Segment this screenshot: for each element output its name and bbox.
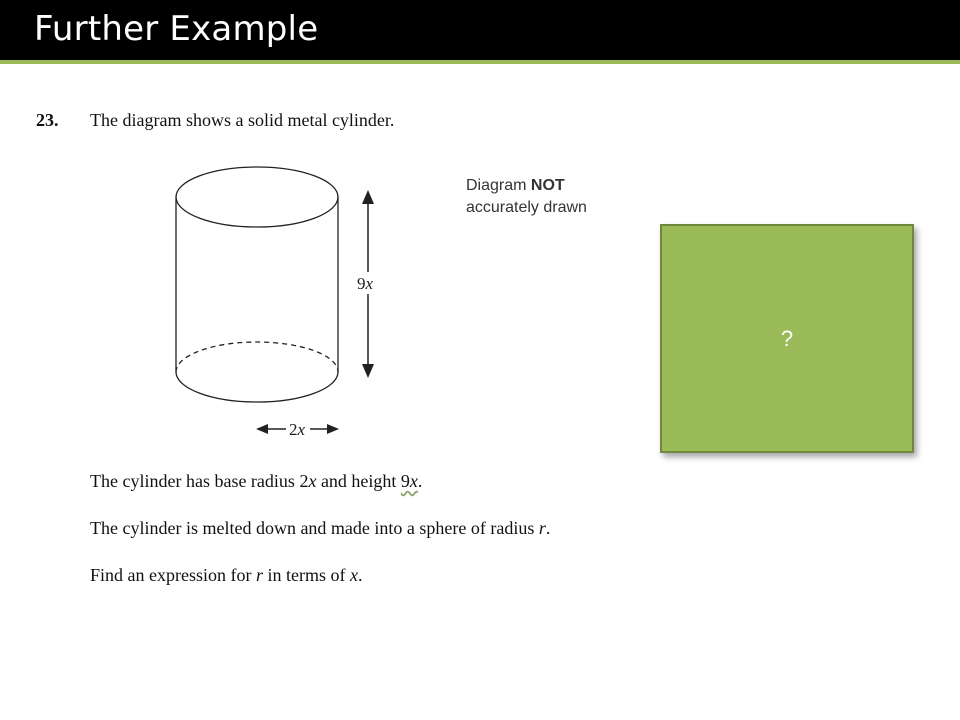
title-accent-line	[0, 60, 960, 64]
cylinder-bottom-back-dashed	[176, 342, 338, 372]
radius-arrow-head-left	[256, 424, 268, 434]
height-arrow-head-top	[362, 190, 374, 204]
question-line-3: Find an expression for r in terms of x.	[90, 565, 363, 585]
diagram-note	[466, 175, 587, 219]
answer-reveal-box[interactable]	[660, 224, 914, 453]
diagram-note-line1: Diagram NOT	[466, 177, 565, 194]
height-label: 9x	[357, 274, 374, 293]
cylinder-diagram	[150, 150, 470, 450]
question-line-1: The cylinder has base radius 2x and height 9x.	[90, 471, 423, 491]
cylinder-bottom-front	[176, 372, 338, 402]
answer-placeholder: ?	[780, 325, 794, 351]
radius-label: 2x	[289, 420, 306, 439]
question-number: 23.	[36, 110, 59, 130]
question-intro: The diagram shows a solid metal cylinder.	[90, 110, 395, 130]
height-arrow-head-bottom	[362, 364, 374, 378]
title-bar	[0, 0, 960, 60]
radius-arrow-head-right	[327, 424, 339, 434]
slide-title: Further Example	[34, 9, 319, 49]
question-line-2: The cylinder is melted down and made into a sphere of radius r.	[90, 518, 551, 538]
diagram-note-line2: accurately drawn	[466, 199, 587, 216]
cylinder-top-ellipse	[176, 167, 338, 227]
